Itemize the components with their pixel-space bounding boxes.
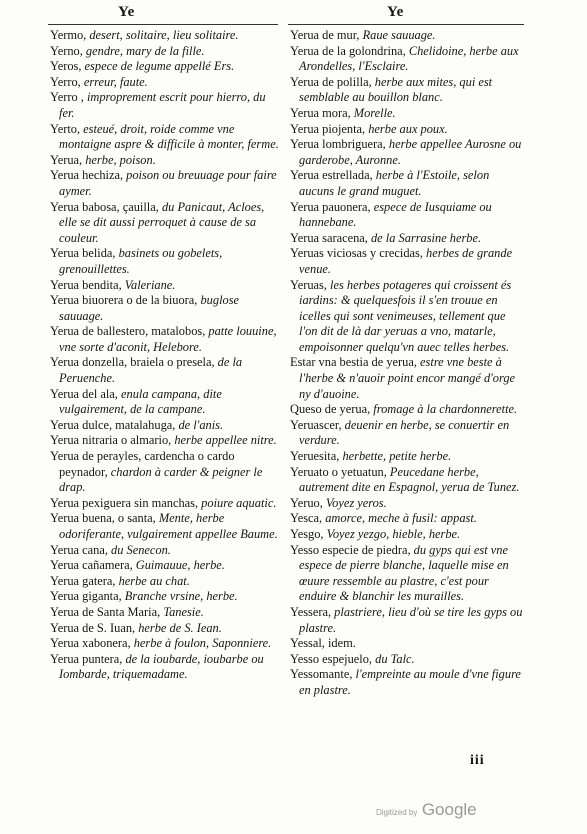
entry-headword: Yerua cañamera, <box>50 558 133 573</box>
watermark-prefix: Digitized by <box>376 808 418 817</box>
dictionary-entry <box>50 324 282 355</box>
entry-gloss: Guimauue, herbe. <box>132 558 225 573</box>
entry-headword: Yerua bendita, <box>50 277 122 292</box>
entry-headword: Yerua de la golondrina, <box>290 43 406 58</box>
entry-headword: Yerro, <box>50 74 81 89</box>
entry-gloss: espece de legume appellé Ers. <box>81 59 235 74</box>
entry-gloss: chardon à carder & peigner le drap. <box>59 464 263 495</box>
entry-headword: Yeruas, <box>290 277 327 292</box>
dictionary-entry <box>290 636 526 652</box>
entry-headword: Yerua gatera, <box>50 573 116 588</box>
entry-gloss: herbette, petite herbe. <box>339 449 452 464</box>
entry-headword: Yerua lombriguera, <box>290 137 386 152</box>
entry-headword: Yerua buena, o santa, <box>50 511 156 526</box>
dictionary-entry <box>50 153 282 169</box>
entry-headword: Yerua cana, <box>50 542 108 557</box>
entry-headword: Yerua saracena, <box>290 230 368 245</box>
entry-headword: Yerua pexiguera sin manchas, <box>50 495 199 510</box>
entry-gloss: Branche vrsine, herbe. <box>121 589 238 604</box>
entry-gloss: herbes de grande venue. <box>299 246 513 276</box>
entry-gloss: deuenir en herbe, se conuertir en verdure. <box>299 417 510 448</box>
dictionary-entry <box>290 75 526 106</box>
dictionary-entry <box>290 527 526 543</box>
dictionary-entry <box>50 433 282 449</box>
page-number: iii <box>470 753 485 768</box>
entry-headword: Yerua de ballestero, matalobos, <box>50 324 206 339</box>
entry-headword: Yesso espejuelo, <box>290 651 373 666</box>
entry-gloss: les herbes potageres qui croissent és iardins: & quelquesfois il s'en trouue en icelles qui sont venimeuses, tellement que l'on dit de là dar yeruas a vno, matarle, empoisonner quelqu'vn auec telles herbes. <box>299 277 512 354</box>
entry-headword: Yerua babosa, çauilla, <box>50 199 159 214</box>
entry-headword: Yessera, <box>290 604 332 619</box>
entry-headword: Yesca, <box>290 511 323 526</box>
entry-headword: Yerua dulce, matalahuga, <box>50 417 176 432</box>
entry-headword: Yeruascer, <box>290 417 342 432</box>
dictionary-entry <box>290 496 526 512</box>
entry-headword: Yessomante, <box>290 667 353 682</box>
entry-gloss: espece de Iusquiame ou hannebane. <box>299 199 492 230</box>
dictionary-entry <box>50 652 282 683</box>
dictionary-entry <box>50 44 282 60</box>
entry-headword: Yerua puntera, <box>50 651 123 666</box>
entry-gloss: de l'anis. <box>175 417 224 432</box>
entry-gloss: herbe appellee nitre. <box>171 433 277 448</box>
entry-gloss: Valeriane. <box>121 277 176 292</box>
entry-gloss: herbe, poison. <box>82 152 156 167</box>
entry-gloss: de la ioubarde, ioubarbe ou Iombarde, triquemadame. <box>59 651 264 682</box>
entry-gloss: du gyps qui est vne espece de pierre blanche, laquelle mise en œuure ressemble au plastre, c'est pour enduire & blanchir les murailles. <box>299 542 509 604</box>
dictionary-entry <box>50 59 282 75</box>
dictionary-entry <box>290 652 526 668</box>
dictionary-entry <box>290 543 526 605</box>
dictionary-entry <box>290 137 526 168</box>
entry-headword: Yerto, <box>50 121 81 136</box>
entry-gloss: Tanesie. <box>160 604 204 619</box>
entry-gloss: Voyez yeros. <box>322 495 387 510</box>
entry-headword: Yerua nitraria o almario, <box>50 433 172 448</box>
entry-headword: Yerua de mur, <box>290 28 360 42</box>
right-column <box>290 28 526 699</box>
entry-headword: Yerno, <box>50 43 83 58</box>
entry-gloss: , improprement escrit pour hierro, du fer. <box>59 90 266 120</box>
dictionary-entry <box>50 387 282 418</box>
entry-gloss: gendre, mary de la fille. <box>82 43 205 58</box>
dictionary-entry <box>50 28 282 44</box>
entry-headword: Yerua mora, <box>290 105 351 120</box>
dictionary-entry <box>50 558 282 574</box>
entry-headword: Yerua belida, <box>50 246 116 261</box>
entry-gloss: erreur, faute. <box>80 74 148 89</box>
dictionary-entry <box>290 418 526 449</box>
entry-headword: Yerro <box>50 90 78 105</box>
dictionary-entry <box>50 418 282 434</box>
digitized-watermark <box>376 800 477 820</box>
dictionary-entry <box>290 168 526 199</box>
entry-gloss: Voyez yezgo, hieble, herbe. <box>323 527 461 541</box>
entry-gloss: l'empreinte au moule d'vne figure en plastre. <box>299 667 521 697</box>
dictionary-entry <box>290 278 526 356</box>
entry-gloss: du Talc. <box>372 651 415 666</box>
entry-gloss: desert, solitaire, lieu solitaire. <box>86 28 239 42</box>
entry-headword: Yerua xabonera, <box>50 636 131 651</box>
dictionary-entry <box>50 543 282 559</box>
entry-gloss: herbe à l'Estoile, selon aucuns le grand muguet. <box>299 168 490 198</box>
dictionary-entry <box>50 90 282 121</box>
dictionary-entry <box>290 231 526 247</box>
entry-gloss: plastriere, lieu d'où se tire les gyps ou plastre. <box>299 604 523 635</box>
entry-gloss: herbe appellee Aurosne ou garderobe, Auronne. <box>299 137 522 167</box>
dictionary-entry <box>290 667 526 698</box>
entry-headword: Yerua estrellada, <box>290 168 373 183</box>
header-rule-left <box>48 24 278 25</box>
entry-gloss: herbe au chat. <box>115 573 190 588</box>
entry-headword: Yerua giganta, <box>50 589 122 604</box>
entry-headword: Yesgo, <box>290 527 324 541</box>
dictionary-entry <box>290 200 526 231</box>
dictionary-entry <box>50 168 282 199</box>
dictionary-entry <box>50 511 282 542</box>
dictionary-entry <box>50 122 282 153</box>
entry-headword: Yerua biuorera o de la biuora, <box>50 293 198 308</box>
entry-headword: Yerua pauonera, <box>290 199 371 214</box>
dictionary-entry <box>50 293 282 324</box>
entry-gloss: de la Peruenche. <box>59 355 243 386</box>
running-header-right: Ye <box>387 4 404 20</box>
entry-gloss: Peucedane herbe, autrement dite en Espagnol, yerua de Tunez. <box>299 464 520 495</box>
dictionary-entry <box>290 449 526 465</box>
dictionary-entry <box>290 402 526 418</box>
entry-headword: Estar vna bestia de yerua, <box>290 355 417 370</box>
dictionary-entry <box>50 278 282 294</box>
dictionary-entry <box>290 355 526 402</box>
dictionary-entry <box>50 200 282 247</box>
dictionary-entry <box>50 449 282 496</box>
dictionary-entry <box>290 28 526 44</box>
entry-gloss: du Senecon. <box>107 542 171 557</box>
entry-headword: Yeros, <box>50 59 82 74</box>
entry-gloss: estre vne beste à l'herbe & n'auoir point encor mangé d'orge ny d'auoine. <box>299 355 516 401</box>
entry-gloss: fromage à la chardonnerette. <box>370 402 518 417</box>
entry-headword: Yerua de Santa Maria, <box>50 604 161 619</box>
watermark-brand: Google <box>421 800 477 819</box>
dictionary-entry <box>290 246 526 277</box>
entry-headword: Yerua piojenta, <box>290 121 366 136</box>
entry-gloss: Mente, herbe odoriferante, vulgairement appellee Baume. <box>59 511 278 541</box>
entry-headword: Yessal, idem. <box>290 636 356 651</box>
dictionary-entry <box>290 605 526 636</box>
entry-headword: Yerua, <box>50 152 83 167</box>
entry-gloss: patte louuine, vne sorte d'aconit, Helebore. <box>59 324 277 354</box>
entry-gloss: esteué, droit, roide comme vne montaigne aspre & difficile à monter, ferme. <box>59 121 279 152</box>
entry-headword: Yeruesita, <box>290 449 340 464</box>
dictionary-entry <box>50 621 282 637</box>
left-column <box>50 28 282 683</box>
dictionary-entry <box>290 511 526 527</box>
entry-gloss: enula campana, dite vulgairement, de la campane. <box>59 386 222 417</box>
entry-gloss: buglose sauuage. <box>59 293 240 323</box>
entry-gloss: poiure aquatic. <box>198 495 277 510</box>
entry-gloss: du Panicaut, Acloes, elle se dit aussi perroquet à cause de sa couleur. <box>59 199 265 245</box>
entry-gloss: poison ou breuuage pour faire aymer. <box>59 168 277 198</box>
entry-headword: Yeruo, <box>290 495 323 510</box>
dictionary-entry <box>50 355 282 386</box>
entry-gloss: Raue sauuage. <box>359 28 436 42</box>
entry-headword: Yesso especie de piedra, <box>290 542 411 557</box>
entry-gloss: herbe aux poux. <box>365 121 448 136</box>
entry-headword: Yerua de polilla, <box>290 74 372 89</box>
entry-headword: Queso de yerua, <box>290 402 371 417</box>
entry-gloss: Chelidoine, herbe aux Arondelles, l'Esclaire. <box>299 43 519 74</box>
dictionary-entry <box>50 574 282 590</box>
entry-gloss: basinets ou gobelets, grenouillettes. <box>59 246 223 276</box>
dictionary-entry <box>50 605 282 621</box>
entry-gloss: herbe à foulon, Saponniere. <box>130 636 272 651</box>
entry-headword: Yeruas viciosas y crecidas, <box>290 246 423 261</box>
entry-headword: Yerua del ala, <box>50 386 118 401</box>
dictionary-entry <box>50 636 282 652</box>
running-header-left: Ye <box>118 4 135 20</box>
dictionary-entry <box>290 106 526 122</box>
dictionary-entry <box>50 246 282 277</box>
dictionary-entry <box>50 496 282 512</box>
entry-headword: Yerua hechiza, <box>50 168 124 183</box>
entry-headword: Yerua donzella, braiela o presela, <box>50 355 215 370</box>
entry-gloss: herbe aux mites, qui est semblable au bouillon blanc. <box>299 74 493 105</box>
dictionary-entry <box>290 44 526 75</box>
header-rule-right <box>288 24 524 25</box>
entry-headword: Yerua de perayles, cardencha o cardo peynador, <box>50 449 235 479</box>
dictionary-entry <box>50 75 282 91</box>
entry-headword: Yerua de S. Iuan, <box>50 620 136 635</box>
entry-gloss: herbe de S. Iean. <box>135 620 222 635</box>
entry-gloss: amorce, meche à fusil: appast. <box>322 511 477 526</box>
entry-headword: Yermo, <box>50 28 87 42</box>
entry-gloss: de la Sarrasine herbe. <box>367 230 482 245</box>
dictionary-entry <box>50 589 282 605</box>
entry-headword: Yeruato o yetuatun, <box>290 464 387 479</box>
dictionary-entry <box>290 465 526 496</box>
entry-gloss: Morelle. <box>350 105 396 120</box>
dictionary-entry <box>290 122 526 138</box>
